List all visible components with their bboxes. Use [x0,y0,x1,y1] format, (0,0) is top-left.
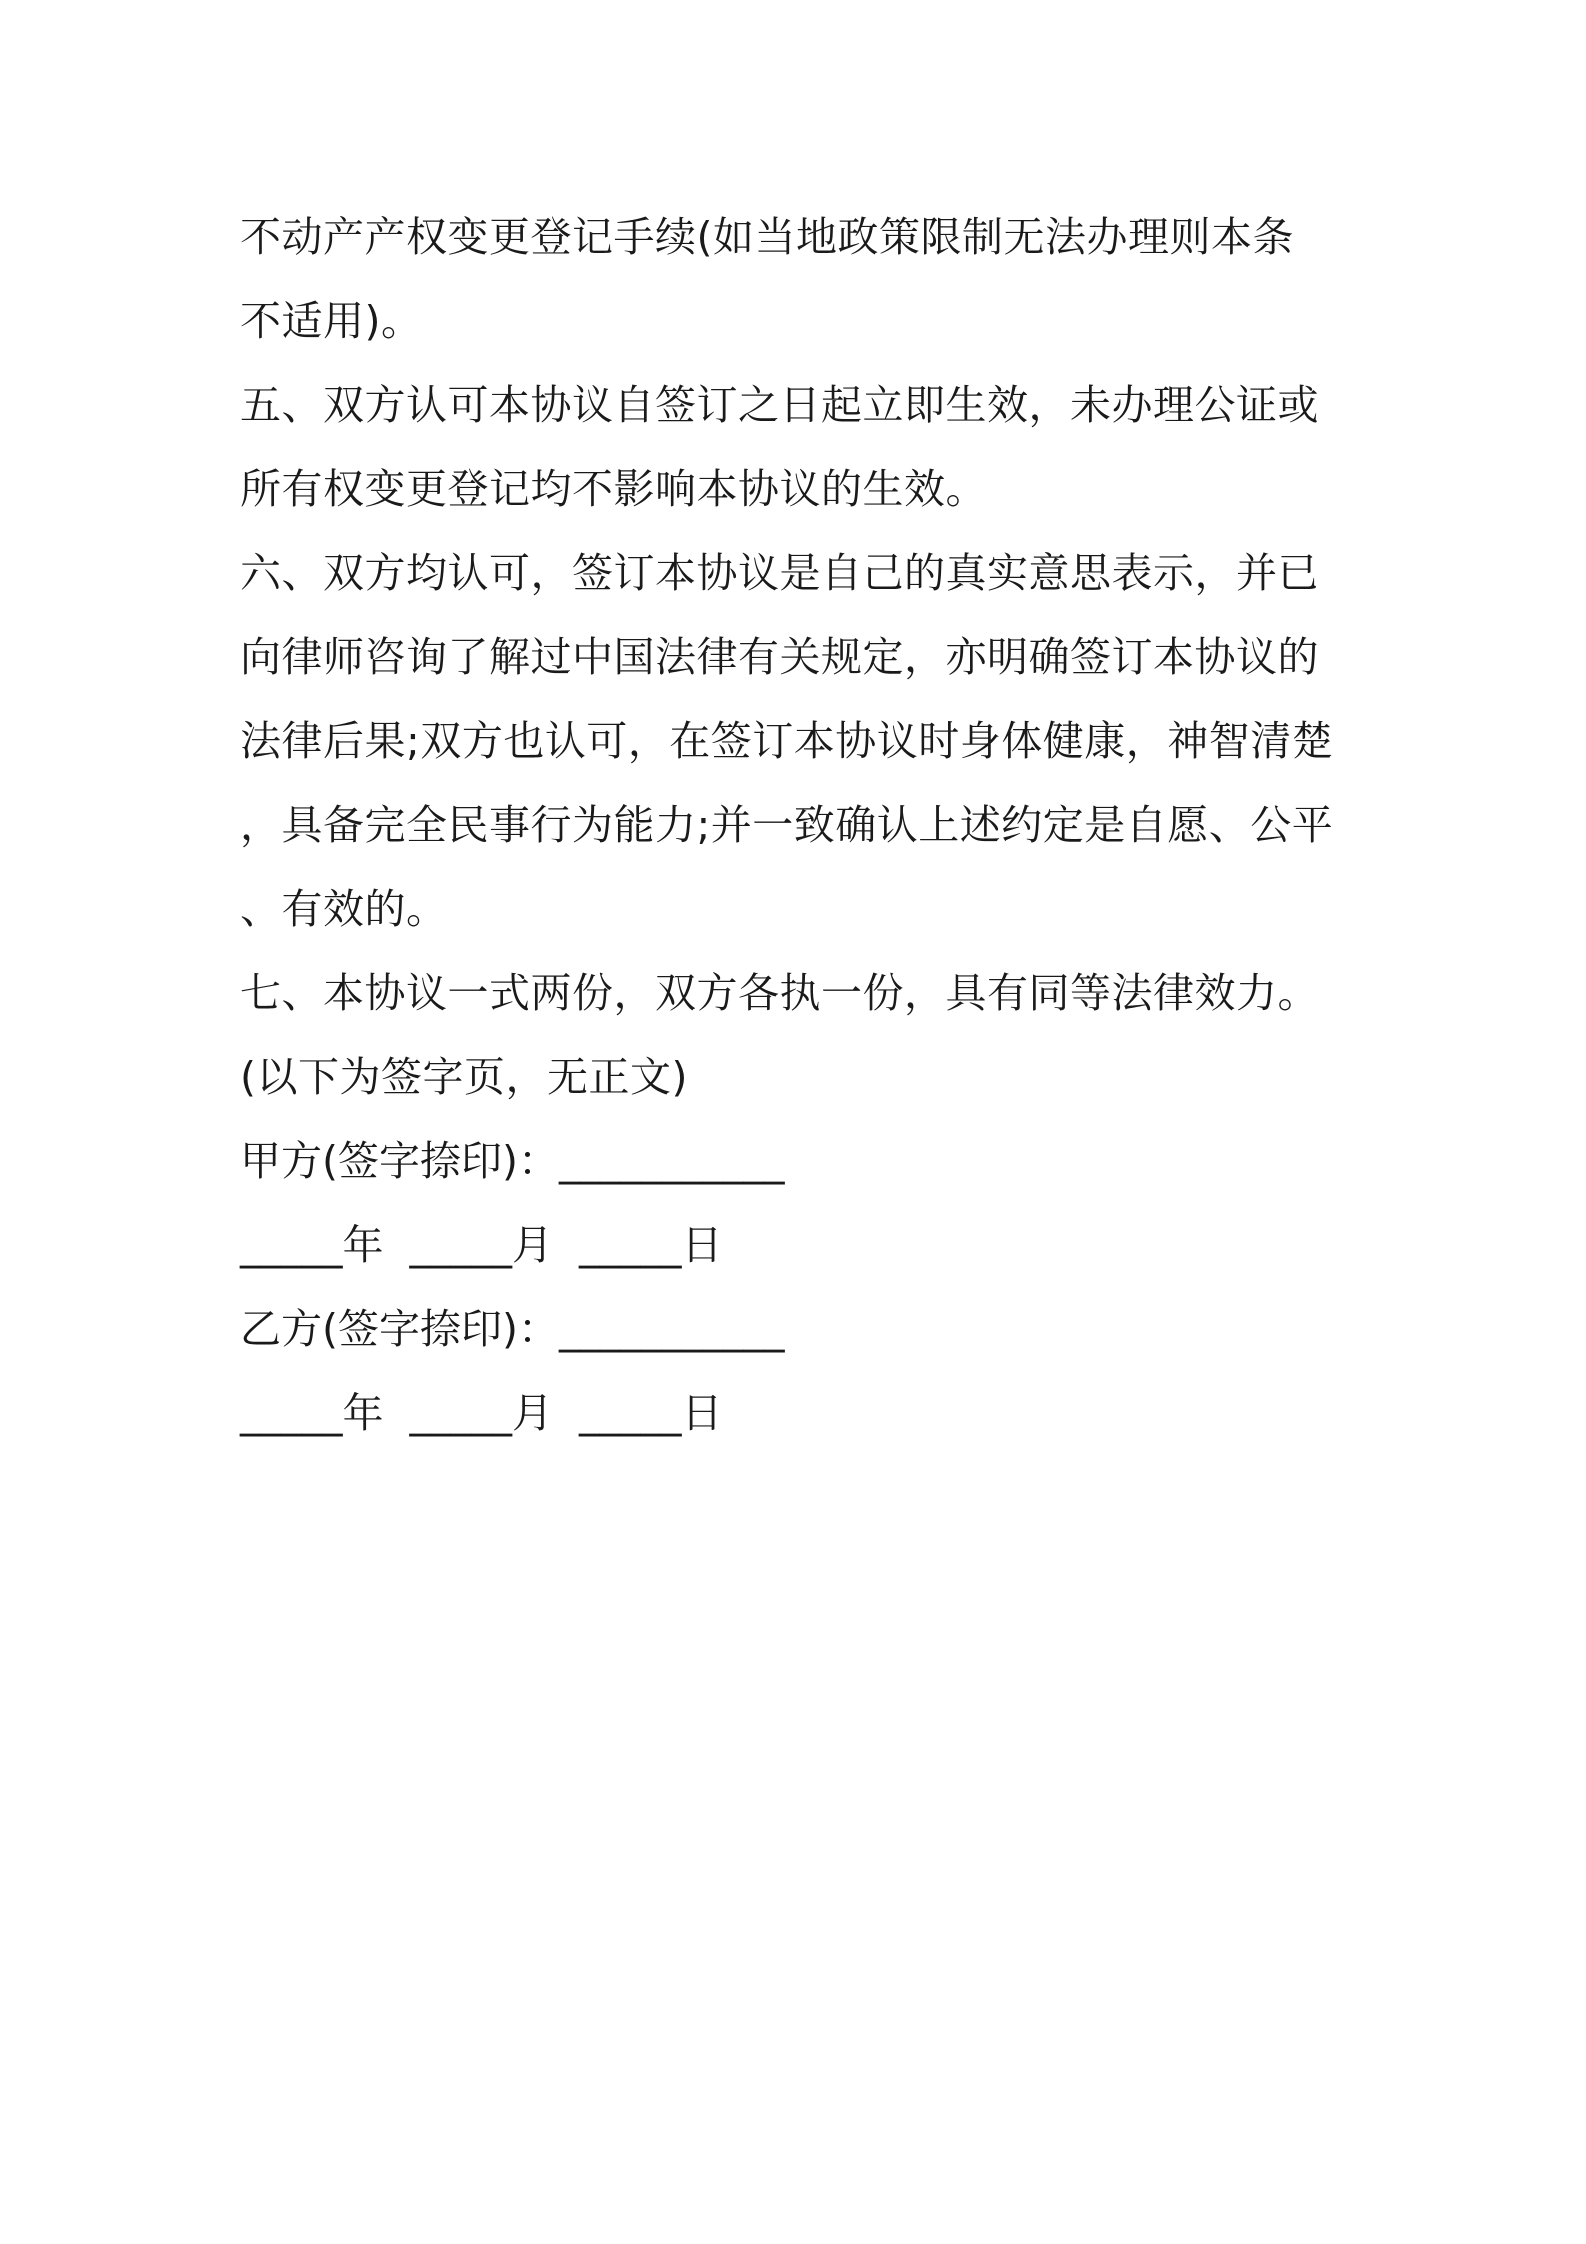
party-b-year: _____年 [240,1389,384,1437]
party-b-month: _____月 [409,1389,553,1437]
text-line: 五、双方认可本协议自签订之日起立即生效，未办理公证或 [240,381,1319,429]
paragraph-signature-note [240,1035,1360,1119]
paragraph-clause-6 [240,531,1360,951]
party-a-day: _____日 [579,1221,723,1269]
text-line: 、有效的。 [240,885,448,933]
signature-block [240,1119,1360,1455]
text-line: 所有权变更登记均不影响本协议的生效。 [240,465,987,513]
text-line: 法律后果;双方也认可，在签订本协议时身体健康，神智清楚 [240,717,1334,765]
party-a-signature-line: 甲方(签字捺印)：___________ [240,1137,785,1185]
party-b-date-line [240,1371,1360,1455]
party-b-day: _____日 [579,1389,723,1437]
text-line: (以下为签字页，无正文) [240,1053,688,1101]
party-b-signature-line: 乙方(签字捺印)：___________ [240,1305,785,1353]
text-line: 不适用)。 [240,297,423,345]
paragraph-clause-5 [240,363,1360,531]
text-line: 六、双方均认可，签订本协议是自己的真实意思表示，并已 [240,549,1319,597]
paragraph-registration-procedure [240,195,1360,363]
text-line: 向律师咨询了解过中国法律有关规定，亦明确签订本协议的 [240,633,1319,681]
document-body [240,195,1360,1455]
text-line: 七、本协议一式两份，双方各执一份，具有同等法律效力。 [240,969,1319,1017]
party-a-month: _____月 [409,1221,553,1269]
party-a-date-line [240,1203,1360,1287]
text-line: 不动产产权变更登记手续(如当地政策限制无法办理则本条 [240,213,1294,261]
party-a-year: _____年 [240,1221,384,1269]
paragraph-clause-7 [240,951,1360,1035]
text-line: ，具备完全民事行为能力;并一致确认上述约定是自愿、公平 [240,801,1334,849]
